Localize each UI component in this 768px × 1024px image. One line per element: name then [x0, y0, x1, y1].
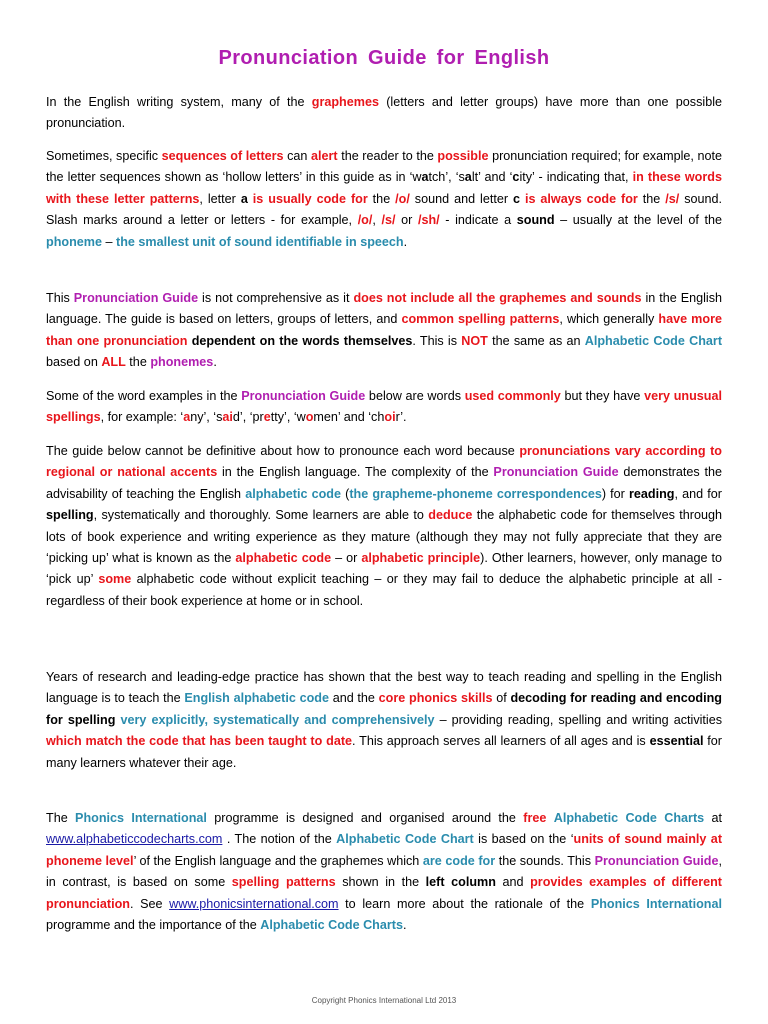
text-run: sound	[516, 213, 555, 228]
text-run: are code for	[422, 853, 496, 868]
text-run: a	[464, 170, 472, 185]
text-run: of	[492, 691, 511, 706]
text-run: Pronunciation Guide	[594, 853, 719, 868]
text-run: pronunciations vary according to regional or national accents	[46, 444, 722, 480]
text-run: o	[305, 410, 314, 425]
text-run: provides examples of different pronunciation	[46, 875, 722, 911]
text-run: The	[46, 811, 76, 825]
text-run: /s/	[381, 213, 396, 228]
text-run: men’ and ‘ch	[313, 410, 385, 425]
text-run: ,	[372, 213, 382, 228]
text-run: .	[213, 355, 217, 370]
text-run: Alphabetic Code Chart	[584, 333, 723, 348]
text-run: /s/	[665, 191, 680, 206]
text-run: – or	[331, 551, 362, 566]
text-run: – usually at the level of the	[554, 213, 723, 228]
text-run: the alphabetic code for themselves through lots of book experience and writing experience as they mature (although they may not fully appreciate that they are ‘picking up’ what is known as the	[46, 508, 722, 566]
paragraph-research	[46, 667, 722, 774]
text-run: which match the code that has been taught to date	[46, 734, 353, 749]
text-run: d’, ‘pr	[232, 410, 264, 425]
text-run: the	[367, 191, 396, 206]
text-run: common spelling patterns	[401, 312, 560, 327]
text-run: and the	[328, 691, 379, 706]
paragraph-accents	[46, 441, 722, 612]
text-run: alphabetic code without explicit teaching – or they may fail to deduce the alphabetic principle at all - regardless of their book experience at home or in school.	[46, 572, 723, 608]
text-run: the smallest unit of sound identifiable in speech	[116, 234, 404, 249]
text-run: c	[513, 191, 521, 206]
text-run: , systematically and thoroughly. Some learners are able to	[93, 508, 429, 523]
text-run: . See	[129, 896, 170, 911]
text-run: Alphabetic Code Charts	[260, 918, 403, 933]
text-run: alphabetic code	[245, 486, 341, 501]
text-run: . This approach serves all learners of all ages and is	[352, 734, 650, 749]
text-run: very unusual spellings	[46, 389, 723, 425]
text-run: The guide below cannot be definitive about how to pronounce each word because	[46, 444, 520, 458]
text-run: ALL	[101, 355, 126, 370]
text-run: r’.	[395, 410, 407, 425]
text-run: shown in the	[335, 875, 426, 890]
text-run: very explicitly, systematically and comprehensively	[120, 712, 435, 727]
text-run: - indicate a	[439, 213, 517, 228]
text-run: phoneme	[46, 234, 102, 249]
text-run: units of sound mainly at phoneme level	[46, 832, 723, 868]
text-run: lt’ and ‘	[471, 170, 513, 185]
paragraph-not-comprehensive	[46, 288, 722, 374]
text-run: a	[421, 170, 429, 185]
text-run: decoding for reading and encoding for spelling	[46, 691, 722, 727]
text-run: at	[704, 811, 722, 825]
text-run: Sometimes, specific	[46, 149, 162, 163]
text-run: alphabetic principle	[361, 551, 481, 566]
text-run: sound. Slash marks around a letter or letters - for example,	[46, 191, 723, 228]
text-run: pronunciation required; for example, note the letter sequences shown as ‘hollow letters’ in this guide as in ‘w	[46, 149, 722, 185]
text-run: Alphabetic Code Chart	[336, 832, 474, 847]
text-run: does not include all the graphemes and sounds	[353, 291, 642, 305]
text-run: possible	[437, 149, 489, 163]
text-run: (	[341, 486, 350, 501]
text-run: a	[183, 410, 191, 425]
text-run: e	[263, 410, 271, 425]
text-run: phonemes	[150, 355, 214, 370]
text-run: .	[402, 918, 407, 933]
text-run: core phonics skills	[378, 691, 493, 706]
text-run: This	[46, 291, 74, 305]
paragraph-letter-sequences	[46, 146, 722, 253]
text-run: ). Other learners, however, only manage to ‘pick up’	[46, 551, 722, 587]
text-run: and	[495, 875, 531, 890]
text-run: NOT	[461, 333, 488, 348]
text-run: is not comprehensive as it	[198, 291, 354, 305]
text-run: ity’ - indicating that,	[519, 170, 633, 185]
text-run: in the English language. The complexity of the	[217, 465, 494, 480]
text-run: English alphabetic code	[184, 691, 329, 706]
text-run: can	[283, 149, 312, 163]
text-run: for many learners whatever their age.	[46, 734, 723, 770]
text-run: reading	[628, 486, 675, 501]
text-run: used commonly	[464, 389, 561, 403]
text-run: tty’, ‘w	[270, 410, 306, 425]
web-link[interactable]: www.alphabeticcodecharts.com	[46, 832, 223, 847]
text-run: Phonics International	[590, 896, 723, 911]
text-run: Pronunciation Guide	[73, 291, 199, 305]
text-run: –	[101, 234, 116, 249]
text-run: in the English language. The guide is based on letters, groups of letters, and	[46, 291, 722, 327]
text-run: based on	[46, 355, 102, 370]
copyright-footer: Copyright Phonics International Ltd 2013	[311, 996, 457, 1005]
text-run: In the English writing system, many of the	[46, 95, 312, 109]
page-title: Pronunciation Guide for English	[218, 47, 550, 69]
text-run: is usually code for	[252, 191, 368, 206]
text-run: demonstrates the advisability of teaching the English	[46, 465, 723, 501]
text-run: /o/	[357, 213, 373, 228]
text-run: , in contrast, is based on some	[46, 853, 723, 890]
text-run: , for example: ‘	[100, 410, 184, 425]
text-run: .	[403, 234, 408, 249]
text-run: , which generally	[559, 312, 659, 327]
text-run: left column	[425, 875, 496, 890]
text-run: to learn more about the rationale of the	[338, 896, 591, 911]
paragraph-phonics-international	[46, 808, 722, 936]
paragraph-graphemes	[46, 92, 722, 135]
text-run: Pronunciation Guide	[241, 389, 366, 403]
text-run: tch’, ‘s	[428, 170, 465, 185]
text-run: Alphabetic Code Charts	[553, 811, 705, 825]
text-run: . The notion of the	[222, 832, 337, 847]
text-run: the	[637, 191, 666, 206]
text-run: spelling	[46, 508, 94, 523]
text-run: Phonics International	[75, 811, 207, 825]
text-run: spelling patterns	[231, 875, 336, 890]
text-run: (letters and letter groups) have more than one possible pronunciation.	[46, 95, 722, 131]
text-run: oi	[384, 410, 396, 425]
text-run: /o/	[395, 191, 410, 206]
text-run: in these words with these letter patterns	[46, 170, 722, 206]
text-run: Pronunciation Guide	[493, 465, 619, 480]
paragraph-word-examples	[46, 386, 722, 429]
text-run: the same as an	[487, 333, 585, 348]
text-run: but they have	[560, 389, 645, 403]
text-run: c	[512, 170, 520, 185]
text-run	[546, 811, 553, 825]
text-run: . This is	[412, 333, 462, 348]
text-run: sequences of letters	[161, 149, 284, 163]
text-run: Years of research and leading-edge practice has shown that the best way to teach reading and spelling in the English language is to teach the	[46, 670, 722, 706]
text-run: programme and the importance of the	[46, 918, 261, 933]
text-run: some	[98, 572, 132, 587]
text-run: sound and letter	[409, 191, 513, 206]
text-run: – providing reading, spelling and writing activities	[434, 712, 723, 727]
text-run: a	[240, 191, 248, 206]
text-run: ) for	[601, 486, 629, 501]
text-run: ai	[222, 410, 233, 425]
text-run: have more than one pronunciation	[46, 312, 722, 348]
text-run: dependent on the words themselves	[191, 333, 413, 348]
text-run: graphemes	[311, 95, 379, 109]
text-run: programme is designed and organised around the	[206, 811, 524, 825]
text-run: deduce	[428, 508, 473, 523]
text-run: ny’, ‘s	[190, 410, 223, 425]
text-run: essential	[649, 734, 704, 749]
text-run: the grapheme-phoneme correspondences	[349, 486, 602, 501]
text-run: is always code for	[524, 191, 638, 206]
text-run: below are words	[365, 389, 465, 403]
text-run: the reader to the	[337, 149, 438, 163]
text-run: the sounds. This	[495, 853, 595, 868]
text-run: alphabetic code	[235, 551, 332, 566]
text-run: is based on the ‘	[473, 832, 574, 847]
text-run: Some of the word examples in the	[46, 389, 242, 403]
web-link[interactable]: www.phonicsinternational.com	[169, 896, 339, 911]
text-run: free	[523, 811, 547, 825]
text-run: /sh/	[417, 213, 440, 228]
text-run: , letter	[199, 191, 241, 206]
text-run: , and for	[674, 486, 722, 501]
text-run: or	[395, 213, 418, 228]
text-run: ’ of the English language and the graphemes which	[133, 853, 423, 868]
text-run: the	[125, 355, 151, 370]
text-run: alert	[311, 149, 338, 163]
